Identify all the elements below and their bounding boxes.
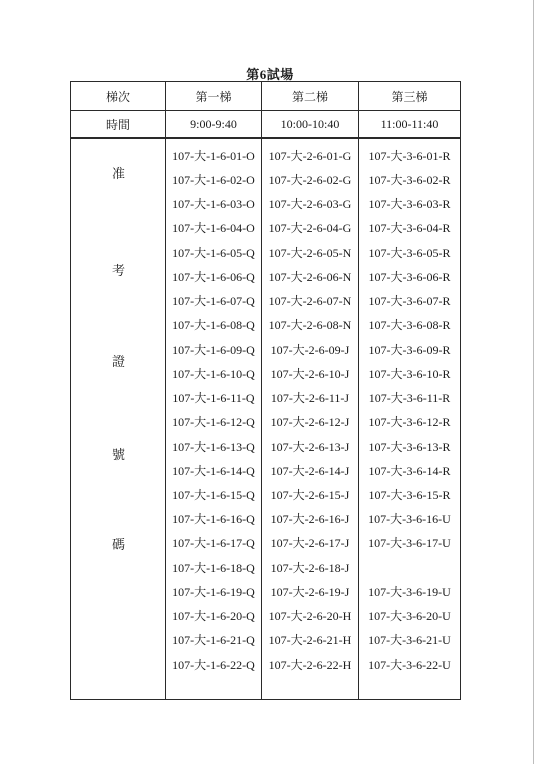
admission-id-batch-2: 107-大-2-6-16-J	[262, 507, 359, 531]
admission-number-label-char: 准	[111, 166, 125, 181]
admission-id-batch-2: 107-大-2-6-18-J	[262, 555, 359, 579]
header-batch-2: 第二梯	[262, 82, 359, 111]
admission-id-batch-2: 107-大-2-6-05-N	[262, 240, 359, 264]
admission-id-batch-3: 107-大-3-6-14-R	[359, 458, 461, 482]
admission-number-label-char: 證	[111, 354, 125, 369]
admission-id-batch-1: 107-大-1-6-10-Q	[166, 361, 262, 385]
admission-id-batch-3: 107-大-3-6-06-R	[359, 264, 461, 288]
admission-id-batch-2: 107-大-2-6-04-G	[262, 216, 359, 240]
page-title: 第6試場	[246, 67, 294, 82]
admission-id-batch-1: 107-大-1-6-21-Q	[166, 628, 262, 652]
admission-id-batch-1: 107-大-1-6-03-O	[166, 192, 262, 216]
admission-id-batch-1: 107-大-1-6-15-Q	[166, 482, 262, 506]
admission-id-batch-2: 107-大-2-6-03-G	[262, 192, 359, 216]
admission-id-batch-1: 107-大-1-6-06-Q	[166, 264, 262, 288]
admission-id-batch-3: 107-大-3-6-03-R	[359, 192, 461, 216]
admission-id-batch-1: 107-大-1-6-09-Q	[166, 337, 262, 361]
admission-number-label	[71, 138, 166, 700]
admission-id-batch-1: 107-大-1-6-19-Q	[166, 579, 262, 603]
admission-id-batch-3: 107-大-3-6-07-R	[359, 289, 461, 313]
admission-number-label-char: 碼	[111, 537, 125, 552]
table-row	[71, 138, 461, 167]
admission-id-batch-2: 107-大-2-6-08-N	[262, 313, 359, 337]
admission-id-batch-2: 107-大-2-6-22-H	[262, 652, 359, 699]
admission-id-batch-2: 107-大-2-6-20-H	[262, 604, 359, 628]
admission-id-batch-2: 107-大-2-6-12-J	[262, 410, 359, 434]
admission-id-batch-2: 107-大-2-6-15-J	[262, 482, 359, 506]
admission-id-batch-3: 107-大-3-6-10-R	[359, 361, 461, 385]
time-batch-2: 10:00-10:40	[262, 111, 359, 139]
admission-id-batch-3: 107-大-3-6-05-R	[359, 240, 461, 264]
exam-schedule-table	[70, 81, 461, 700]
admission-id-batch-3: 107-大-3-6-02-R	[359, 167, 461, 191]
admission-id-batch-3: 107-大-3-6-12-R	[359, 410, 461, 434]
header-row	[71, 82, 461, 111]
admission-id-batch-3: 107-大-3-6-13-R	[359, 434, 461, 458]
admission-id-batch-3: 107-大-3-6-21-U	[359, 628, 461, 652]
time-row	[71, 111, 461, 139]
admission-id-batch-1: 107-大-1-6-14-Q	[166, 458, 262, 482]
admission-id-batch-2: 107-大-2-6-02-G	[262, 167, 359, 191]
admission-id-batch-2: 107-大-2-6-11-J	[262, 385, 359, 409]
admission-id-batch-3: 107-大-3-6-09-R	[359, 337, 461, 361]
page-edge-line	[533, 0, 534, 764]
header-batch-3: 第三梯	[359, 82, 461, 111]
admission-id-batch-2: 107-大-2-6-17-J	[262, 531, 359, 555]
admission-id-batch-2: 107-大-2-6-19-J	[262, 579, 359, 603]
admission-id-batch-1: 107-大-1-6-18-Q	[166, 555, 262, 579]
admission-id-batch-1: 107-大-1-6-08-Q	[166, 313, 262, 337]
admission-id-batch-3: 107-大-3-6-20-U	[359, 604, 461, 628]
admission-id-batch-2: 107-大-2-6-21-H	[262, 628, 359, 652]
admission-id-batch-1: 107-大-1-6-01-O	[166, 138, 262, 167]
admission-id-batch-3: 107-大-3-6-22-U	[359, 652, 461, 699]
admission-id-batch-1: 107-大-1-6-02-O	[166, 167, 262, 191]
time-label: 時間	[71, 111, 166, 139]
admission-id-batch-2: 107-大-2-6-14-J	[262, 458, 359, 482]
admission-id-batch-1: 107-大-1-6-16-Q	[166, 507, 262, 531]
header-batch-1: 第一梯	[166, 82, 262, 111]
admission-id-batch-3: 107-大-3-6-17-U	[359, 531, 461, 555]
admission-id-batch-2: 107-大-2-6-10-J	[262, 361, 359, 385]
admission-id-batch-3: 107-大-3-6-11-R	[359, 385, 461, 409]
admission-id-batch-1: 107-大-1-6-22-Q	[166, 652, 262, 699]
admission-id-batch-3: 107-大-3-6-15-R	[359, 482, 461, 506]
admission-id-batch-3	[359, 555, 461, 579]
admission-number-label-char: 號	[111, 447, 125, 462]
admission-id-batch-1: 107-大-1-6-17-Q	[166, 531, 262, 555]
time-batch-1: 9:00-9:40	[166, 111, 262, 139]
time-batch-3: 11:00-11:40	[359, 111, 461, 139]
admission-id-batch-2: 107-大-2-6-06-N	[262, 264, 359, 288]
admission-id-batch-2: 107-大-2-6-07-N	[262, 289, 359, 313]
admission-id-batch-3: 107-大-3-6-04-R	[359, 216, 461, 240]
id-table-body	[71, 138, 461, 700]
admission-id-batch-2: 107-大-2-6-13-J	[262, 434, 359, 458]
admission-id-batch-1: 107-大-1-6-12-Q	[166, 410, 262, 434]
admission-id-batch-1: 107-大-1-6-13-Q	[166, 434, 262, 458]
admission-id-batch-3: 107-大-3-6-01-R	[359, 138, 461, 167]
admission-id-batch-2: 107-大-2-6-01-G	[262, 138, 359, 167]
admission-id-batch-2: 107-大-2-6-09-J	[262, 337, 359, 361]
header-batch-label: 梯次	[71, 82, 166, 111]
admission-id-batch-3: 107-大-3-6-08-R	[359, 313, 461, 337]
admission-id-batch-3: 107-大-3-6-19-U	[359, 579, 461, 603]
admission-id-batch-3: 107-大-3-6-16-U	[359, 507, 461, 531]
admission-id-batch-1: 107-大-1-6-05-Q	[166, 240, 262, 264]
admission-id-batch-1: 107-大-1-6-04-O	[166, 216, 262, 240]
admission-id-batch-1: 107-大-1-6-20-Q	[166, 604, 262, 628]
admission-id-batch-1: 107-大-1-6-11-Q	[166, 385, 262, 409]
admission-id-batch-1: 107-大-1-6-07-Q	[166, 289, 262, 313]
admission-number-label-char: 考	[111, 263, 125, 278]
